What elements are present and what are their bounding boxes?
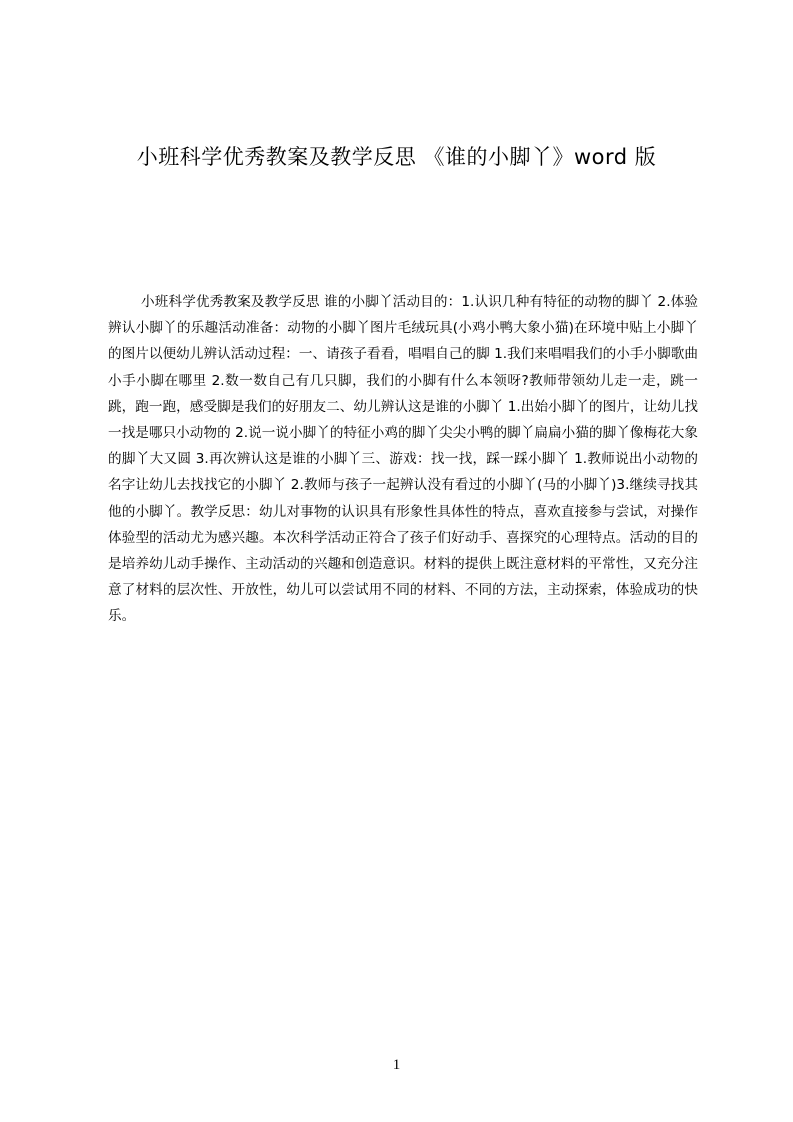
document-body-paragraph: 小班科学优秀教案及教学反思 谁的小脚丫活动目的：1.认识几种有特征的动物的脚丫 2.体验辨认小脚丫的乐趣活动准备：动物的小脚丫图片毛绒玩具(小鸡小鸭大象小猫)在环境中贴上小脚丫的图片以便幼儿辨认活动过程：一、请孩子看看，唱唱自己的脚 1.我们来唱唱我们的小手小脚歌曲小手小脚在哪里 2.数一数自己有几只脚，我们的小脚有什么本领呀?教师带领幼儿走一走，跳一跳，跑一跑，感受脚是我们的好朋友二、幼儿辨认这是谁的小脚丫 1.出始小脚丫的图片，让幼儿找一找是哪只小动物的 2.说一说小脚丫的特征小鸡的脚丫尖尖小鸭的脚丫扁扁小猫的脚丫像梅花大象的脚丫大又圆 3.再次辨认这是谁的小脚丫三、游戏：找一找，踩一踩小脚丫 1.教师说出小动物的名字让幼儿去找找它的小脚丫 2.教师与孩子一起辨认没有看过的小脚丫(马的小脚丫)3.继续寻找其他的小脚丫。教学反思：幼儿对事物的认识具有形象性具体性的特点，喜欢直接参与尝试，对操作体验型的活动尤为感兴趣。本次科学活动正符合了孩子们好动手、喜探究的心理特点。活动的目的是培养幼儿动手操作、主动活动的兴趣和创造意识。材料的提供上既注意材料的平常性，又充分注意了材料的层次性、开放性，幼儿可以尝试用不同的材料、不同的方法，主动探索，体验成功的快乐。: [108, 294, 698, 625]
document-title: 小班科学优秀教案及教学反思 《谁的小脚丫》word 版: [136, 145, 657, 169]
page-number: 1: [392, 1057, 401, 1073]
